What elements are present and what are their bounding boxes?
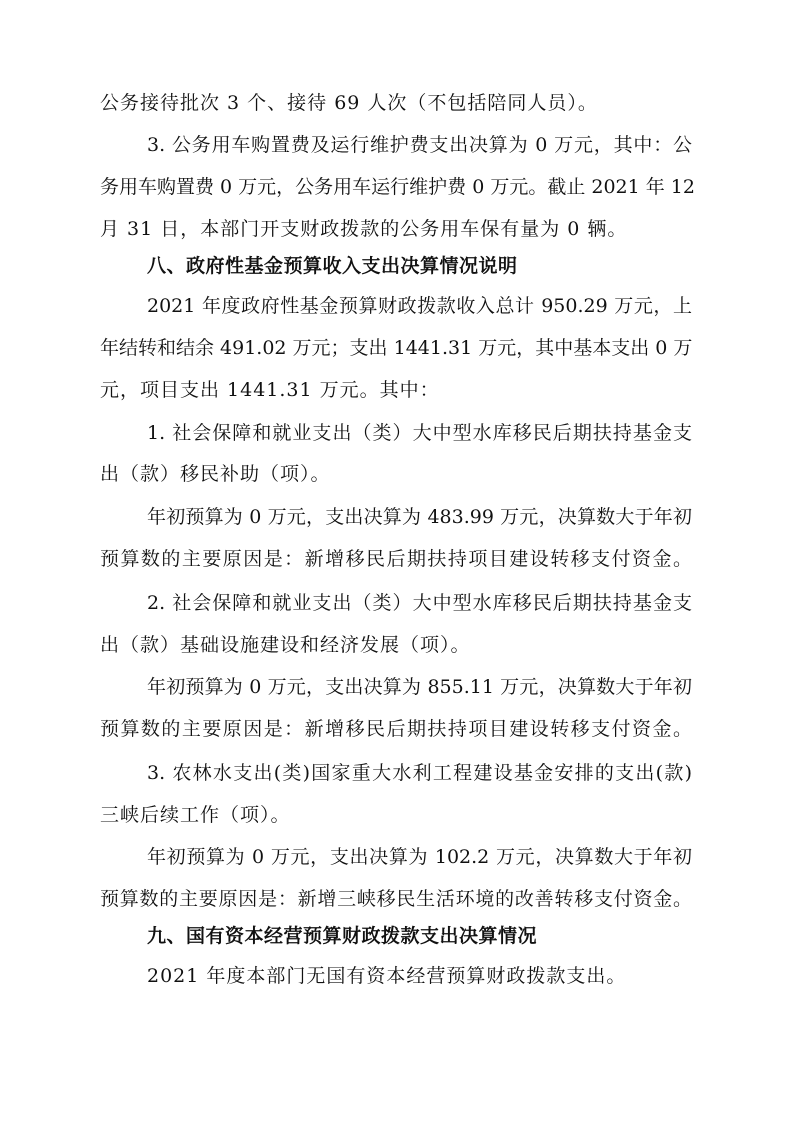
section-heading: 九、国有资本经营预算财政拨款支出决算情况 <box>147 925 538 947</box>
paragraph-line: 年结转和结余 491.02 万元；支出 1441.31 万元，其中基本支出 0 万 <box>100 337 693 359</box>
paragraph-line: 年初预算为 0 万元，支出决算为 855.11 万元，决算数大于年初 <box>147 676 692 698</box>
paragraph-line: 三峡后续工作（项）。 <box>100 804 291 826</box>
paragraph-line: 元，项目支出 1441.31 万元。其中： <box>100 379 440 401</box>
paragraph-line: 出（款）移民补助（项）。 <box>100 463 331 485</box>
paragraph-line: 公务接待批次 3 个、接待 69 人次（不包括陪同人员）。 <box>100 92 598 114</box>
paragraph-line: 务用车购置费 0 万元，公务用车运行维护费 0 万元。截止 2021 年 12 <box>100 176 695 198</box>
paragraph-line: 2021 年度本部门无国有资本经营预算财政拨款支出。 <box>147 965 627 987</box>
paragraph-line: 3. 公务用车购置费及运行维护费支出决算为 0 万元，其中：公 <box>147 134 692 156</box>
paragraph-line: 3. 农林水支出(类)国家重大水利工程建设基金安排的支出(款) <box>147 762 692 784</box>
section-heading: 八、政府性基金预算收入支出决算情况说明 <box>147 255 518 277</box>
paragraph-line: 预算数的主要原因是：新增移民后期扶持项目建设转移支付资金。 <box>100 718 692 740</box>
paragraph-line: 年初预算为 0 万元，支出决算为 483.99 万元，决算数大于年初 <box>147 506 692 528</box>
paragraph-line: 出（款）基础设施建设和经济发展（项）。 <box>100 634 471 656</box>
paragraph-line: 预算数的主要原因是：新增三峡移民生活环境的改善转移支付资金。 <box>100 888 692 910</box>
paragraph-line: 1. 社会保障和就业支出（类）大中型水库移民后期扶持基金支 <box>147 422 692 444</box>
paragraph-line: 月 31 日，本部门开支财政拨款的公务用车保有量为 0 辆。 <box>100 218 628 240</box>
paragraph-line: 预算数的主要原因是：新增移民后期扶持项目建设转移支付资金。 <box>100 548 692 570</box>
paragraph-line: 2. 社会保障和就业支出（类）大中型水库移民后期扶持基金支 <box>147 592 692 614</box>
paragraph-line: 2021 年度政府性基金预算财政拨款收入总计 950.29 万元，上 <box>147 295 692 317</box>
paragraph-line: 年初预算为 0 万元，支出决算为 102.2 万元，决算数大于年初 <box>147 846 692 868</box>
